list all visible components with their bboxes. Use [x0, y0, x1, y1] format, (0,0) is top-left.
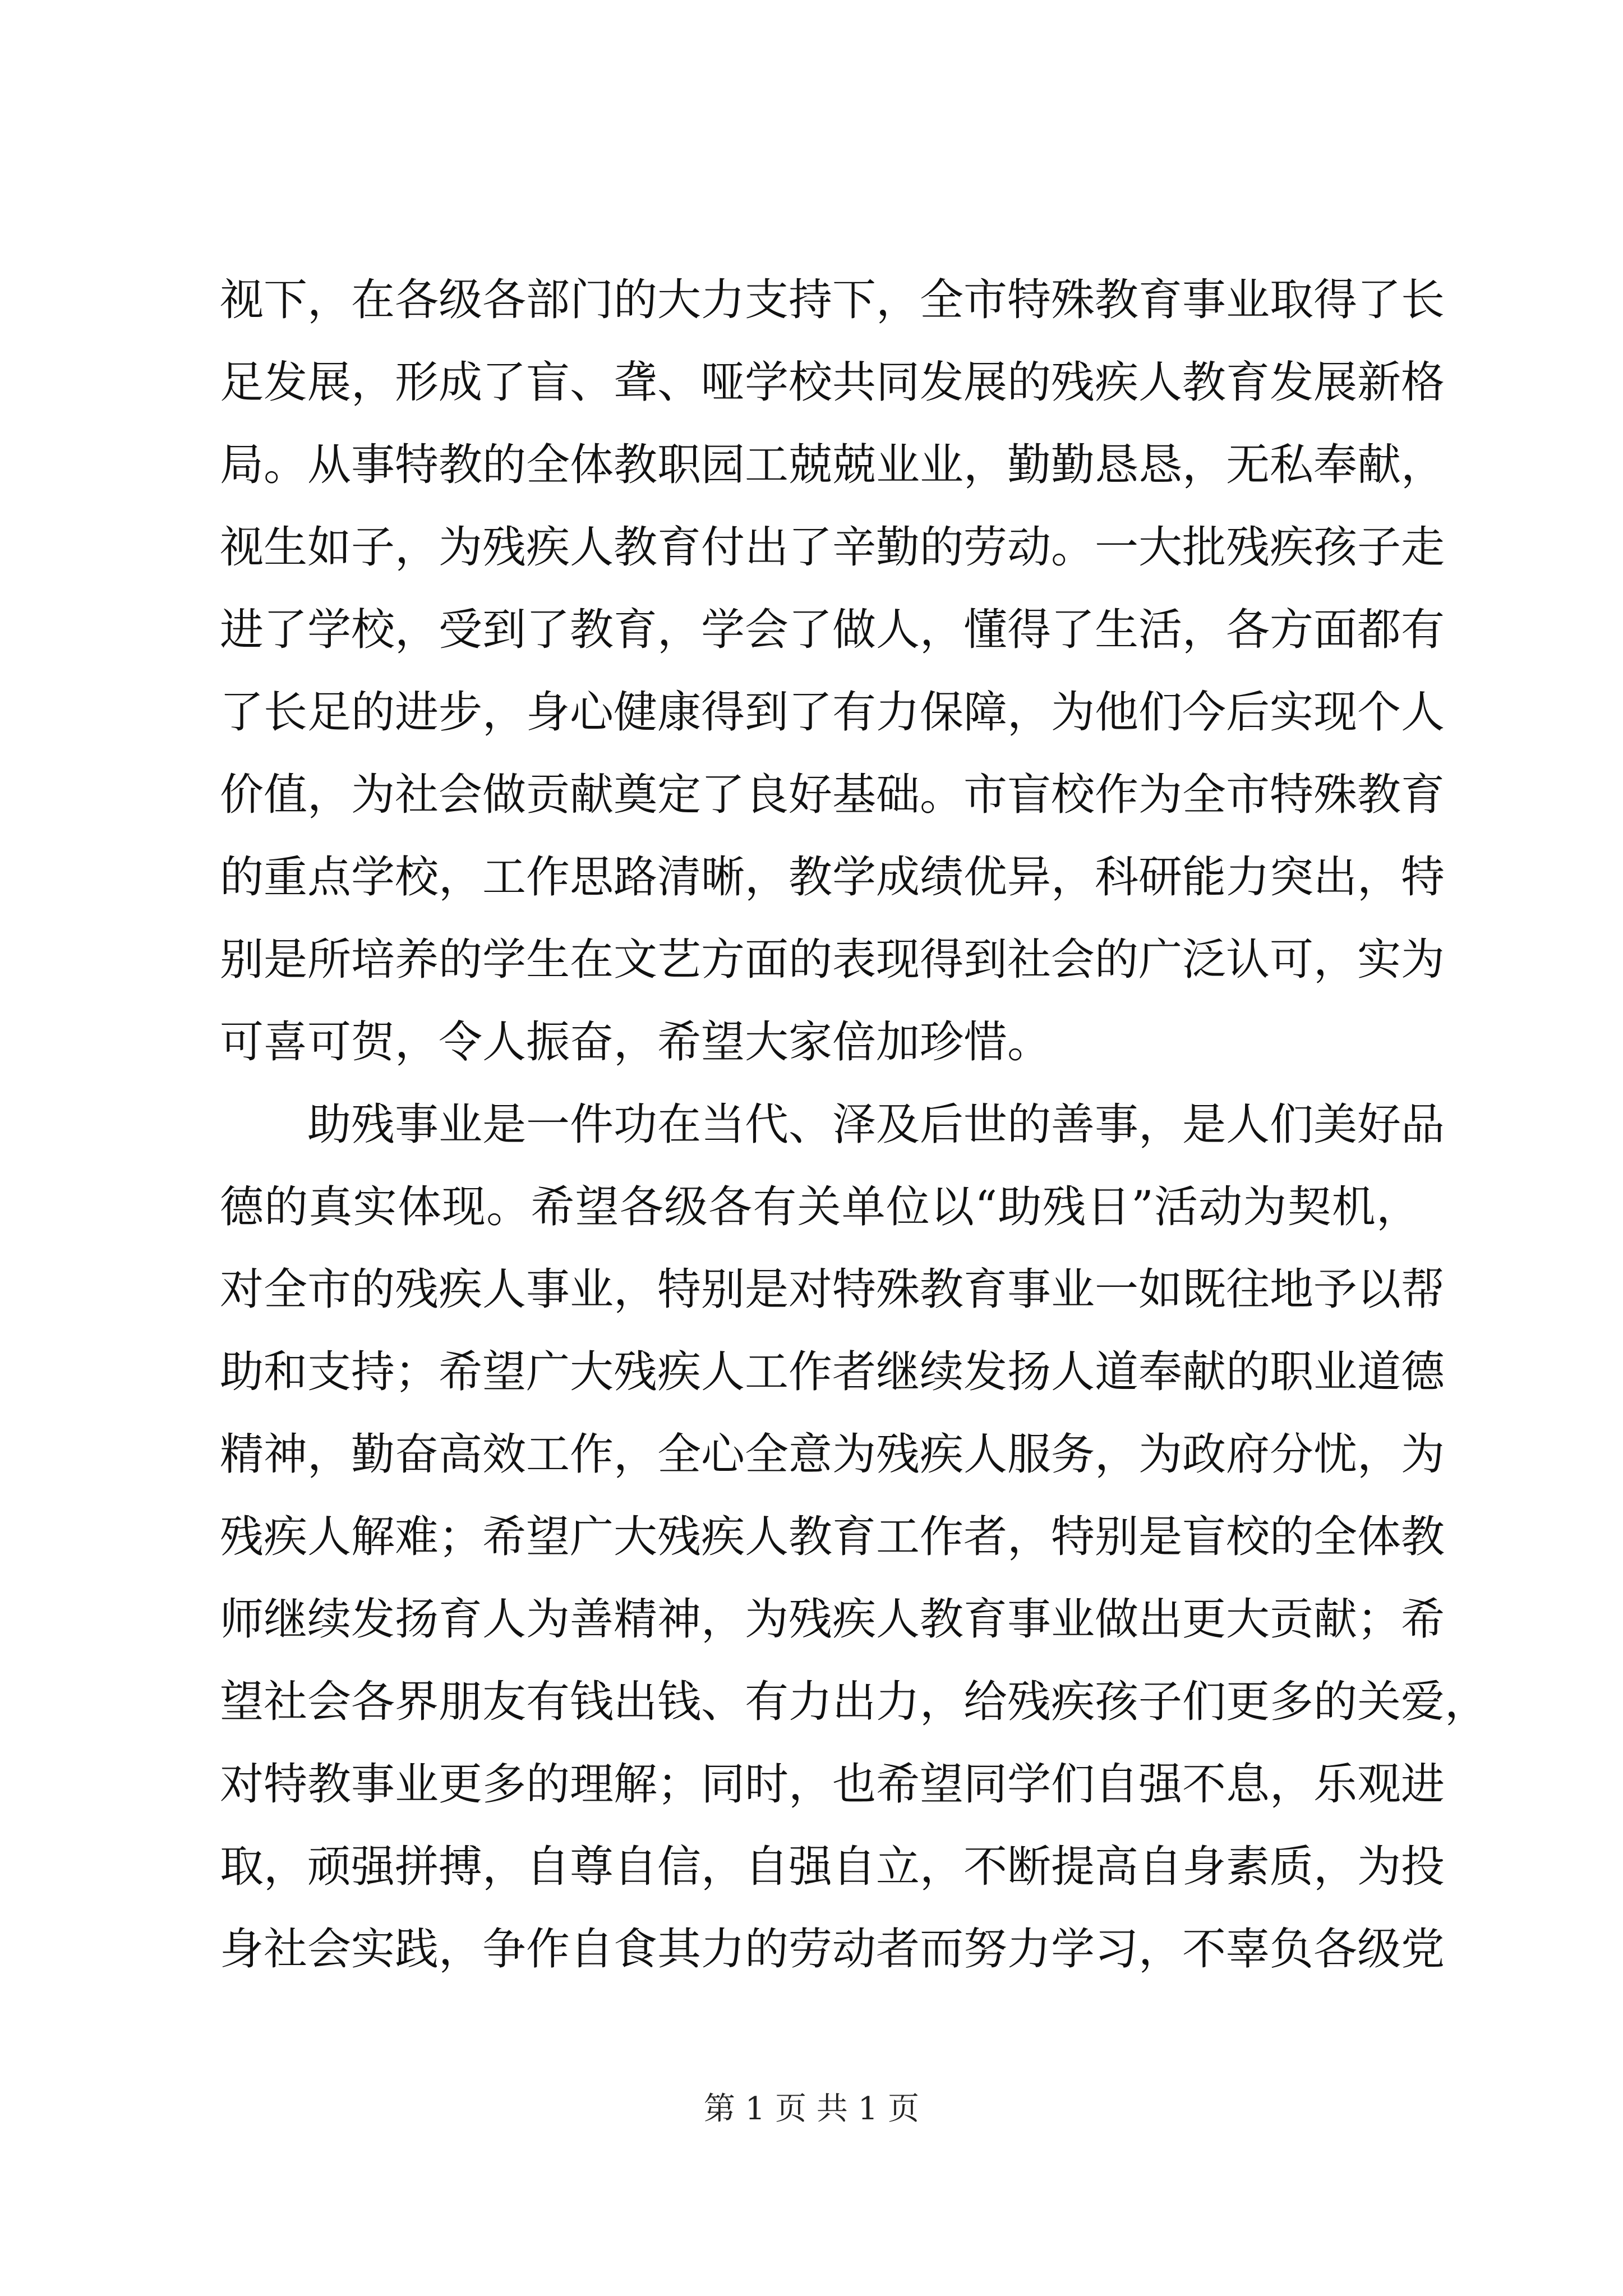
text-line: 足发展，形成了盲、聋、哑学校共同发展的残疾人教育发展新格	[220, 357, 1445, 408]
text-line: 取，顽强拼搏，自尊自信，自强自立，不断提高自身素质，为投	[220, 1842, 1445, 1892]
text-line: 的重点学校，工作思路清晰，教学成绩优异，科研能力突出，特	[220, 852, 1445, 903]
text-line: 了长足的进步，身心健康得到了有力保障，为他们今后实现个人	[220, 687, 1445, 738]
page-number-label: 第 1 页 共 1 页	[703, 2091, 920, 2127]
text-line: 望社会各界朋友有钱出钱、有力出力，给残疾孩子们更多的关爱，	[220, 1677, 1489, 1727]
text-line: 进了学校，受到了教育，学会了做人，懂得了生活，各方面都有	[220, 605, 1445, 655]
text-line: 局。从事特教的全体教职园工兢兢业业，勤勤恳恳，无私奉献，	[220, 440, 1445, 490]
page-footer	[0, 2087, 1623, 2132]
text-line: 视下，在各级各部门的大力支持下，全市特殊教育事业取得了长	[220, 275, 1445, 325]
text-line: 别是所培养的学生在文艺方面的表现得到社会的广泛认可，实为	[220, 935, 1445, 985]
text-line: 可喜可贺，令人振奋，希望大家倍加珍惜。	[220, 1017, 1052, 1068]
text-line: 对全市的残疾人事业，特别是对特殊教育事业一如既往地予以帮	[220, 1264, 1445, 1315]
text-line: 德的真实体现。希望各级各有关单位以“助残日”活动为契机，	[220, 1182, 1420, 1232]
text-line: 助残事业是一件功在当代、泽及后世的善事，是人们美好品	[307, 1099, 1445, 1150]
body-text	[220, 259, 1489, 1991]
text-line: 身社会实践，争作自食其力的劳动者而努力学习，不辜负各级党	[220, 1924, 1445, 1975]
text-line: 师继续发扬育人为善精神，为残疾人教育事业做出更大贡献；希	[220, 1594, 1445, 1645]
text-line: 视生如子，为残疾人教育付出了辛勤的劳动。一大批残疾孩子走	[220, 522, 1445, 573]
text-line: 助和支持；希望广大残疾人工作者继续发扬人道奉献的职业道德	[220, 1347, 1445, 1397]
text-line: 残疾人解难；希望广大残疾人教育工作者，特别是盲校的全体教	[220, 1512, 1445, 1562]
text-line: 对特教事业更多的理解；同时，也希望同学们自强不息，乐观进	[220, 1759, 1445, 1810]
paragraph-1	[220, 259, 1445, 1084]
text-line: 精神，勤奋高效工作，全心全意为残疾人服务，为政府分忧，为	[220, 1429, 1445, 1480]
paragraph-2	[220, 1084, 1489, 1991]
text-line: 价值，为社会做贡献奠定了良好基础。市盲校作为全市特殊教育	[220, 770, 1445, 820]
